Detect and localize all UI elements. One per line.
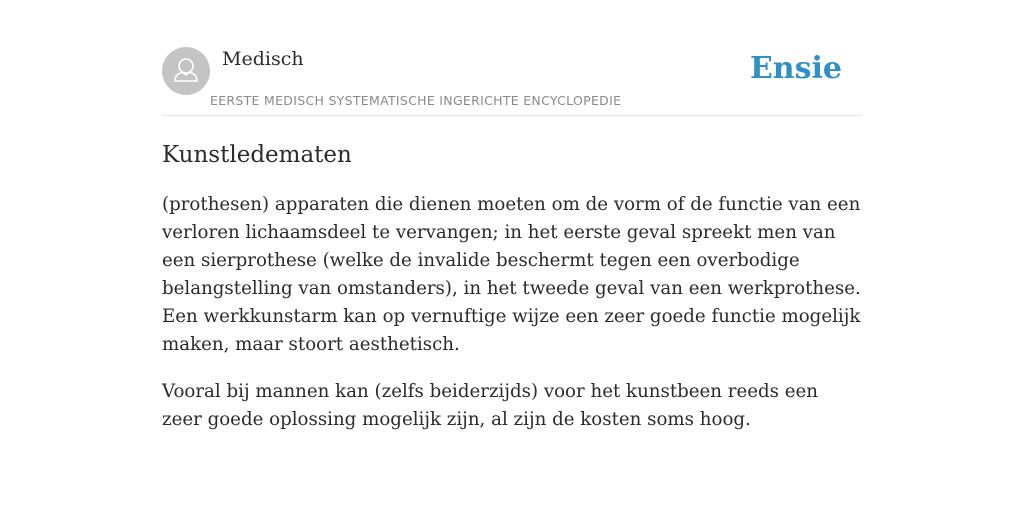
page-container	[162, 0, 862, 453]
source-header	[162, 0, 862, 116]
avatar[interactable]	[162, 47, 210, 95]
entry-paragraph: Vooral bij mannen kan (zelfs beiderzijds) voor het kunstbeen reeds een zeer goede oplossing mogelijk zijn, al zijn de kosten soms hoog.	[162, 381, 819, 430]
source-name[interactable]: Medisch	[222, 48, 304, 70]
brand-logo-link[interactable]: Ensie	[749, 51, 842, 86]
source-subtitle: EERSTE MEDISCH SYSTEMATISCHE INGERICHTE ENCYCLOPEDIE	[210, 93, 622, 108]
entry-paragraph: (prothesen) apparaten die dienen moeten om de vorm of de functie van een verloren lichaamsdeel te vervangen; in het eerste geval spreekt men van een sierprothese (welke de invalide beschermt tegen een overbodige belangstelling van omstanders), in het tweede geval van een werkprothese. Een werkkunstarm kan op vernuftige wijze een zeer goede functie mogelijk maken, maar stoort aesthetisch.	[162, 194, 861, 355]
entry-body	[162, 191, 862, 434]
user-silhouette-icon	[162, 47, 210, 95]
entry-title: Kunstledematen	[162, 142, 352, 168]
